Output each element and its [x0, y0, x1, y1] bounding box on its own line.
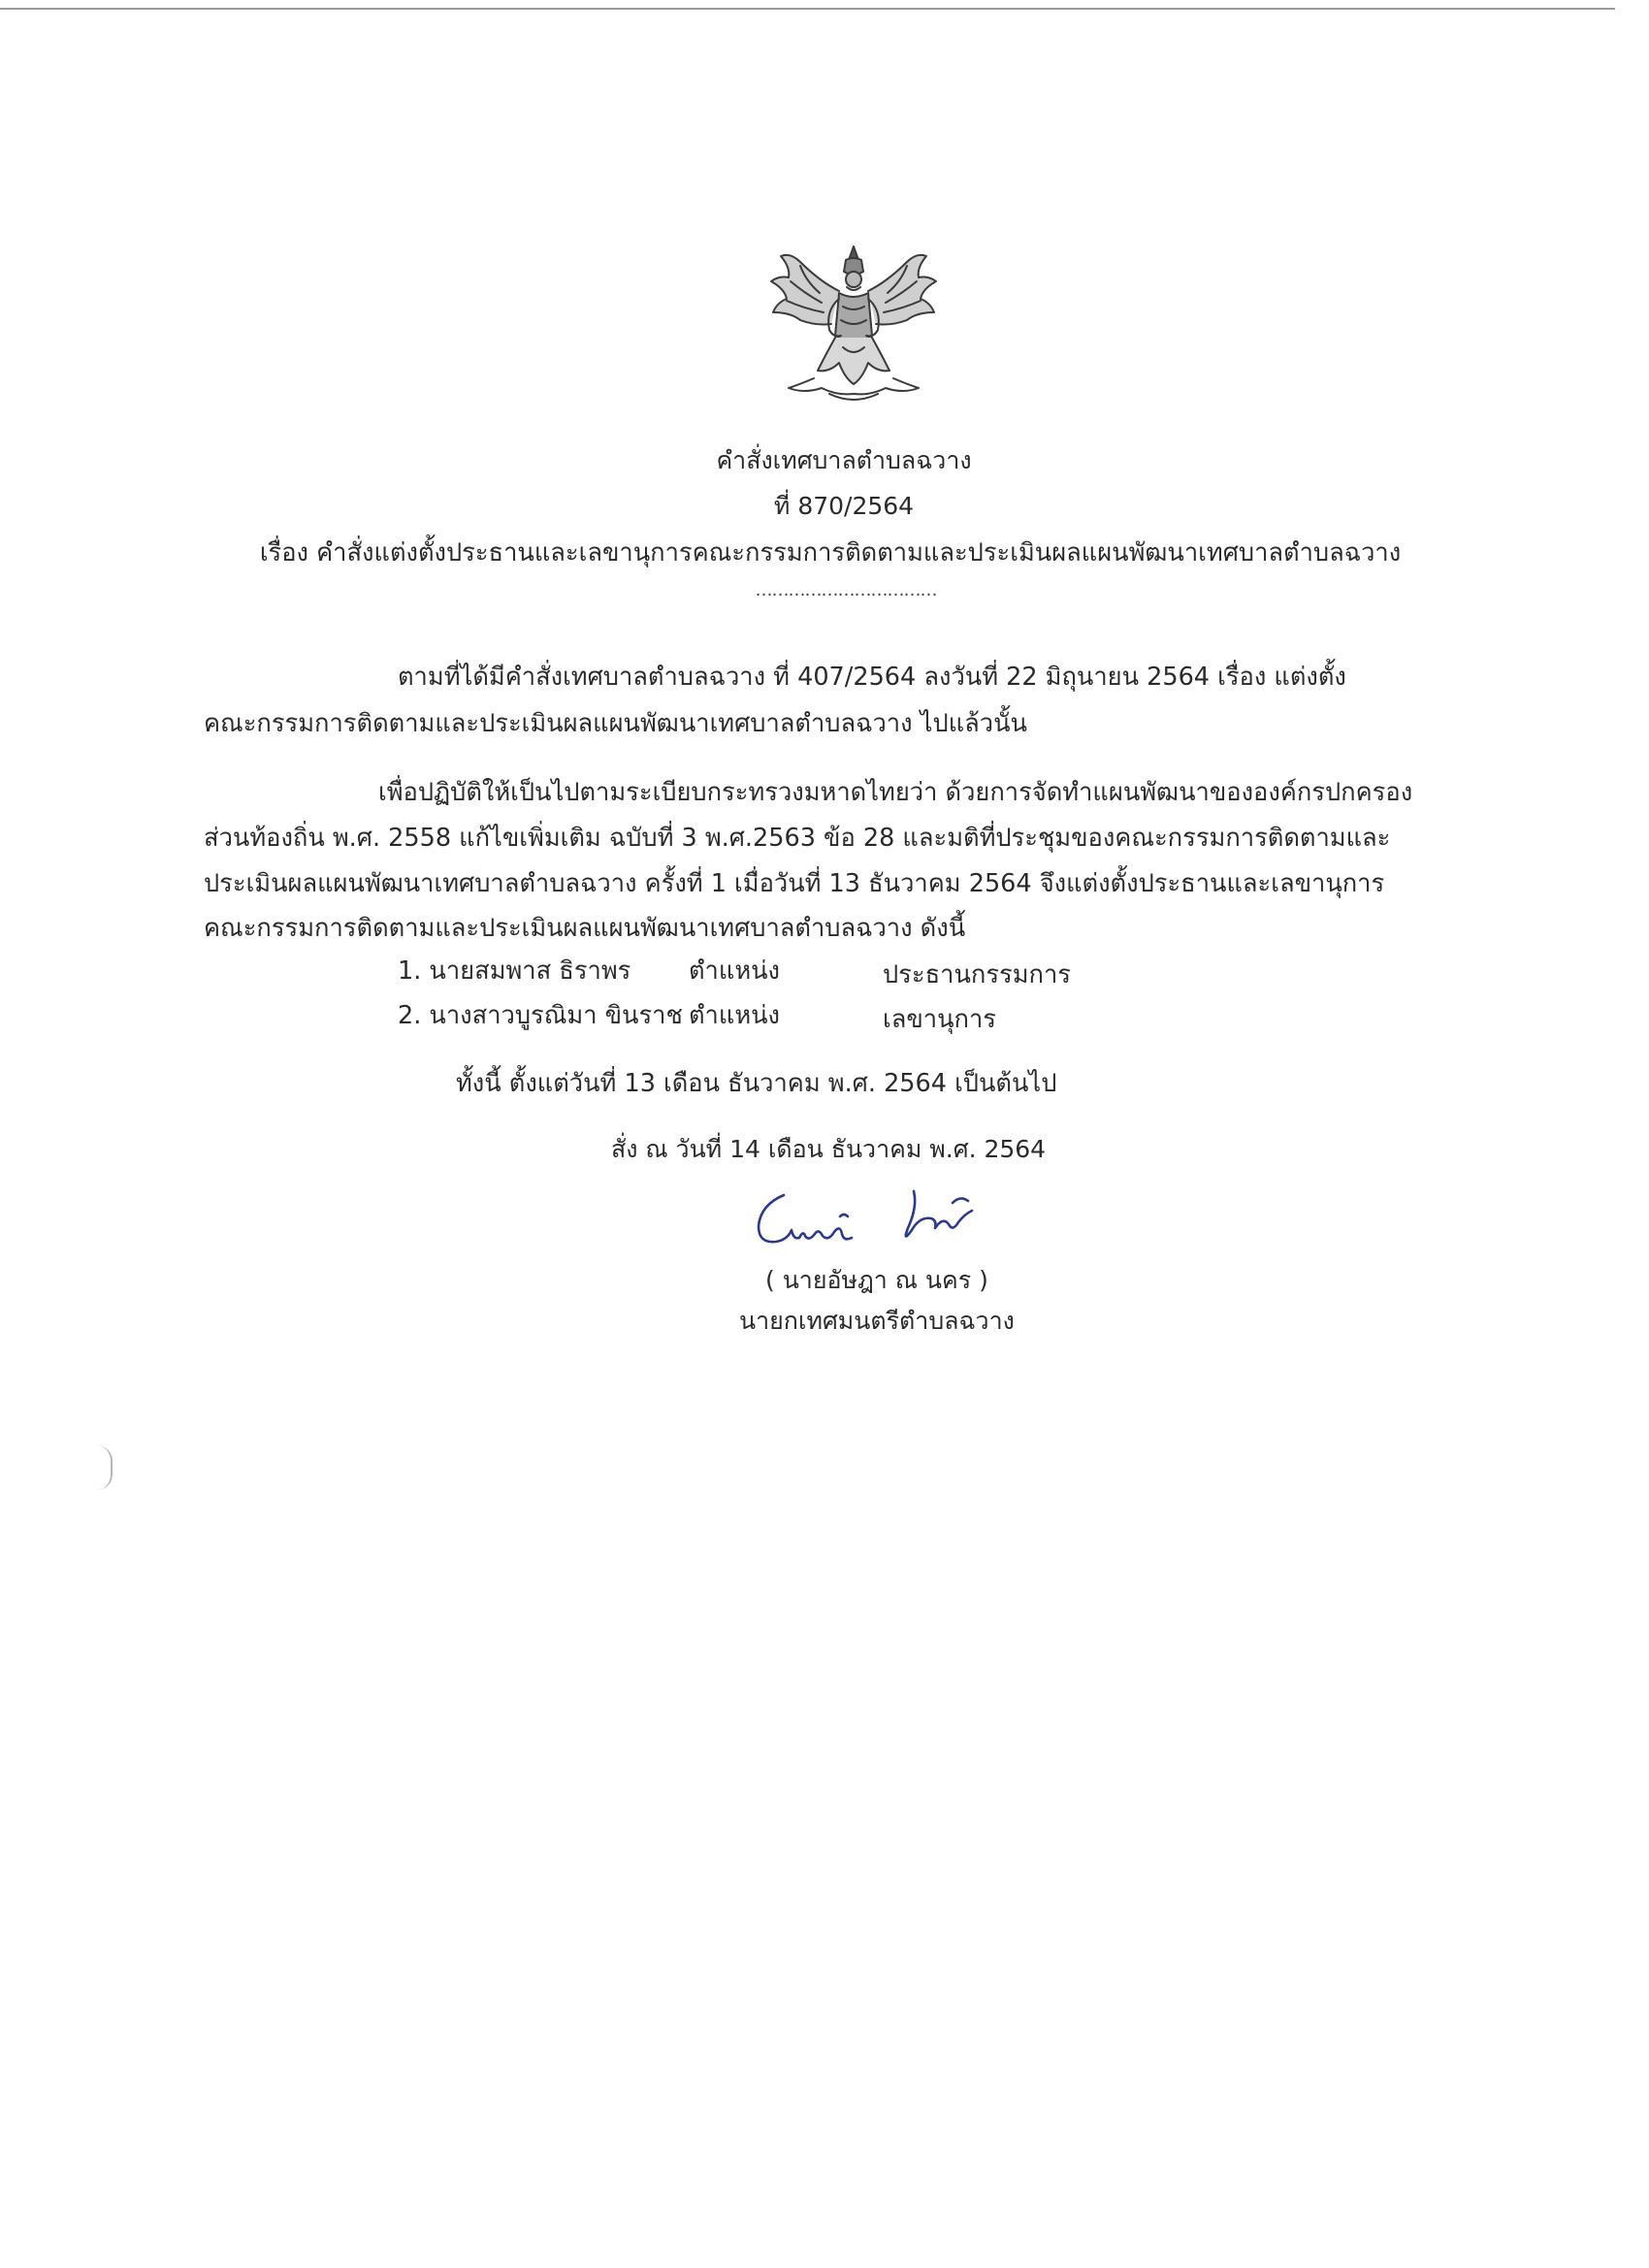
para2-line-3: ประเมินผลแผนพัฒนาเทศบาลตำบลฉวาง ครั้งที่ 1 เมื่อวันที่ 13 ธันวาคม 2564 จึงแต่งตั้งประธานและเลขานุการ	[204, 869, 1385, 898]
appointment-2-name: 2. นางสาวบูรณิมา ขินราช	[398, 1001, 683, 1030]
garuda-emblem-icon	[761, 243, 946, 407]
scan-artifact-mark	[97, 1445, 113, 1490]
signoff-date: สั่ง ณ วันที่ 14 เดือน ธันวาคม พ.ศ. 2564	[611, 1135, 1047, 1163]
scan-edge-line	[0, 8, 1615, 10]
appointment-2-role: เลขานุการ	[883, 1005, 996, 1034]
effective-date: ทั้งนี้ ตั้งแต่วันที่ 13 เดือน ธันวาคม พ.ศ. 2564 เป็นต้นไป	[456, 1069, 1057, 1098]
para2-line-1: เพื่อปฏิบัติให้เป็นไปตามระเบียบกระทรวงมหาดไทยว่า ด้วยการจัดทำแผนพัฒนาขององค์กรปกครอง	[378, 778, 1413, 807]
order-subject: เรื่อง คำสั่งแต่งตั้งประธานและเลขานุการคณะกรรมการติดตามและประเมินผลแผนพัฒนาเทศบาลตำบลฉวาง	[259, 538, 1402, 567]
appointment-1-name: 1. นายสมพาส ธิราพร	[398, 956, 631, 986]
para2-line-4: คณะกรรมการติดตามและประเมินผลแผนพัฒนาเทศบาลตำบลฉวาง ดังนี้	[204, 914, 966, 943]
order-title: คำสั่งเทศบาลตำบลฉวาง	[716, 446, 972, 474]
appointment-2-position-label: ตำแหน่ง	[689, 1001, 781, 1030]
order-number: ที่ 870/2564	[773, 492, 915, 520]
para1-line-2: คณะกรรมการติดตามและประเมินผลแผนพัฒนาเทศบาลตำบลฉวาง ไปแล้วนั้น	[204, 709, 1027, 738]
signer-position: นายกเทศมนตรีตำบลฉวาง	[739, 1307, 1015, 1335]
handwritten-signature	[747, 1182, 999, 1261]
para1-line-1: ตามที่ได้มีคำสั่งเทศบาลตำบลฉวาง ที่ 407/2564 ลงวันที่ 22 มิถุนายน 2564 เรื่อง แต่งตั้ง	[398, 663, 1346, 692]
appointment-1-role: ประธานกรรมการ	[883, 960, 1071, 989]
appointment-1-position-label: ตำแหน่ง	[689, 956, 781, 986]
signer-name: ( นายอัษฎา ณ นคร )	[765, 1266, 988, 1294]
separator-dots: ……………………………	[755, 580, 937, 600]
para2-line-2: ส่วนท้องถิ่น พ.ศ. 2558 แก้ไขเพิ่มเติม ฉบับที่ 3 พ.ศ.2563 ข้อ 28 และมติที่ประชุมของคณะกรรมการติดตามและ	[204, 824, 1391, 853]
